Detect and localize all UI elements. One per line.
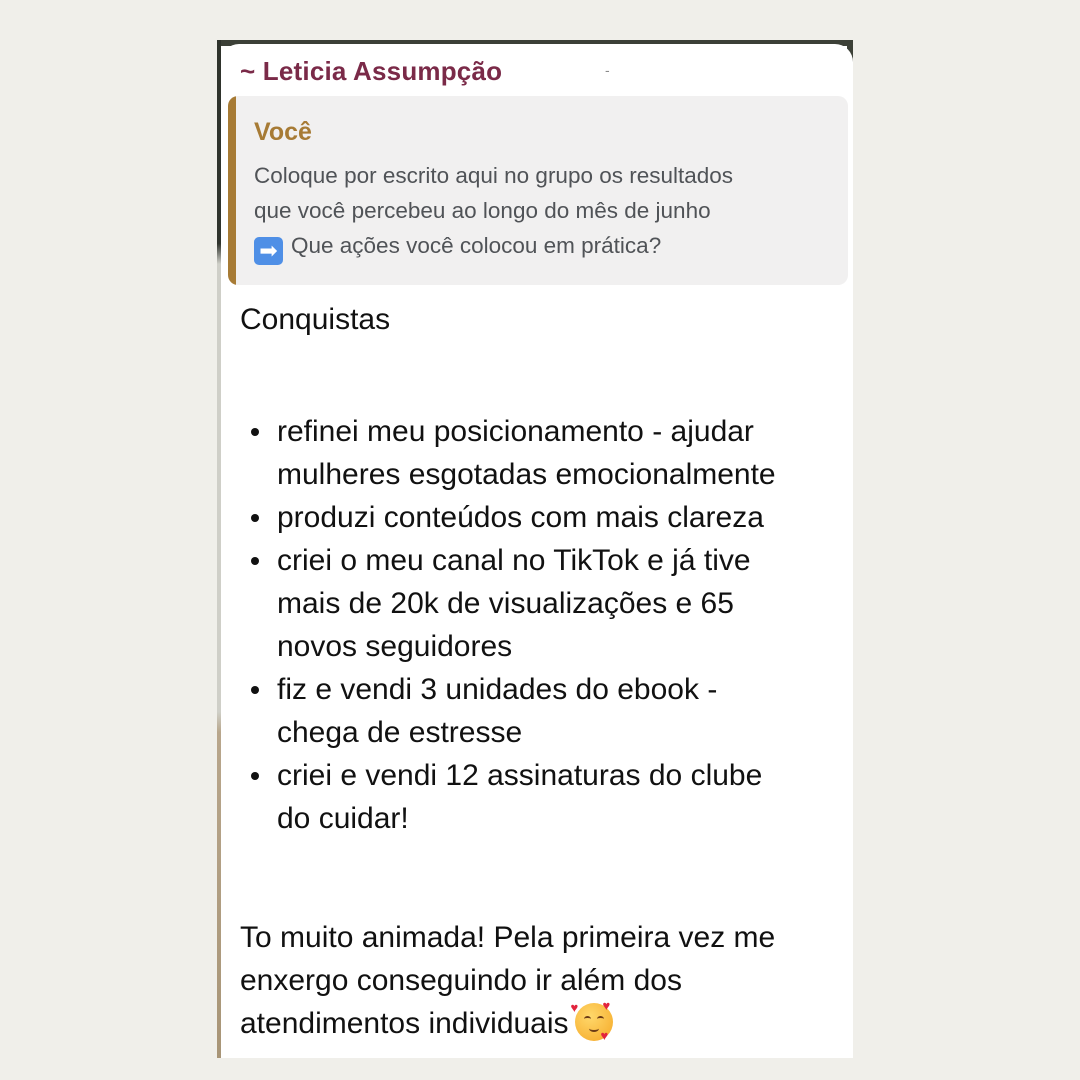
smiling-face-with-hearts-icon bbox=[570, 998, 613, 1043]
sender-separator: - bbox=[605, 62, 610, 78]
closing-line-text: atendimentos individuais bbox=[240, 1007, 569, 1040]
emoji-mouth bbox=[589, 1025, 599, 1032]
list-item-line: produzi conteúdos com mais clareza bbox=[277, 501, 764, 534]
quote-line bbox=[254, 228, 840, 265]
list-item bbox=[240, 668, 840, 754]
message-closing bbox=[240, 916, 840, 1045]
quote-line-text: Que ações você colocou em prática? bbox=[291, 233, 662, 258]
achievements-list bbox=[240, 410, 840, 840]
bullet-icon bbox=[251, 514, 259, 522]
heart-icon: ♥ bbox=[602, 998, 611, 1013]
list-item-line: fiz e vendi 3 unidades do ebook - bbox=[277, 673, 718, 706]
chat-screenshot bbox=[217, 40, 853, 1058]
bullet-icon bbox=[251, 428, 259, 436]
closing-line: enxergo conseguindo ir além dos bbox=[240, 964, 682, 997]
emoji-eye bbox=[584, 1016, 591, 1022]
heart-icon: ♥ bbox=[600, 1028, 609, 1043]
list-item bbox=[240, 754, 840, 840]
list-item-line: refinei meu posicionamento - ajudar bbox=[277, 415, 754, 448]
quote-text bbox=[254, 158, 840, 265]
right-arrow-icon: ➡ bbox=[254, 237, 283, 265]
emoji-eye bbox=[597, 1016, 604, 1022]
heart-icon: ♥ bbox=[570, 1000, 579, 1015]
quote-accent-bar bbox=[228, 96, 236, 285]
quote-author: Você bbox=[254, 118, 312, 146]
bullet-icon bbox=[251, 686, 259, 694]
list-item-line: novos seguidores bbox=[277, 630, 513, 663]
message-bubble[interactable] bbox=[221, 44, 853, 1058]
list-item bbox=[240, 539, 840, 668]
sender-name[interactable]: ~ Leticia Assumpção bbox=[240, 56, 503, 86]
quoted-reply[interactable] bbox=[228, 96, 848, 285]
list-item bbox=[240, 496, 840, 539]
message-heading: Conquistas bbox=[240, 303, 391, 336]
list-item-line: criei o meu canal no TikTok e já tive bbox=[277, 544, 751, 577]
list-item-line: do cuidar! bbox=[277, 802, 409, 835]
list-item-line: chega de estresse bbox=[277, 716, 523, 749]
quote-line: que você percebeu ao longo do mês de junho bbox=[254, 198, 711, 223]
list-item bbox=[240, 410, 840, 496]
closing-line: To muito animada! Pela primeira vez me bbox=[240, 921, 776, 954]
bullet-icon bbox=[251, 557, 259, 565]
list-item-line: criei e vendi 12 assinaturas do clube bbox=[277, 759, 763, 792]
closing-line bbox=[240, 998, 840, 1045]
list-item-line: mulheres esgotadas emocionalmente bbox=[277, 458, 776, 491]
bullet-icon bbox=[251, 772, 259, 780]
quote-line: Coloque por escrito aqui no grupo os resultados bbox=[254, 163, 734, 188]
list-item-line: mais de 20k de visualizações e 65 bbox=[277, 587, 734, 620]
